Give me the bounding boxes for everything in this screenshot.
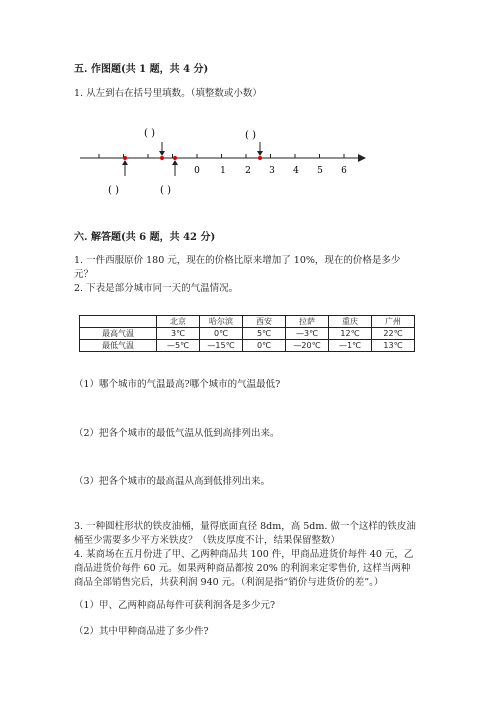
question-6-1-line2: 元？ [74, 269, 94, 280]
table-cell: —3℃ [286, 328, 329, 340]
section-6-heading: 六. 解答题(共 6 题，共 42 分) [74, 232, 216, 243]
point-b [160, 156, 164, 160]
tick-label-2: 2 [245, 166, 251, 176]
question-6-3-line1: 3. 一种圆柱形状的铁皮油桶，量得底面直径 8dm，高 5dm. 做一个这样的铁皮油 [74, 521, 416, 532]
row-label: 最低气温 [80, 340, 157, 352]
table-header-cell: 重庆 [329, 316, 372, 328]
paren-bottom-right: ( ) [160, 185, 171, 196]
question-6-4-sub1: （1）甲、乙两种商品每件可获利润各是多少元? [74, 600, 276, 611]
number-line-ticks [80, 154, 344, 158]
tick-label-5: 5 [317, 166, 323, 176]
number-line-arrow [358, 154, 366, 162]
number-line [80, 120, 370, 205]
section-5-heading: 五. 作图题(共 1 题，共 4 分) [74, 64, 209, 75]
table-cell: —20℃ [286, 340, 329, 352]
table-cell: —1℃ [329, 340, 372, 352]
question-5-1: 1. 从左到右在括号里填数。（填整数或小数） [74, 88, 262, 99]
point-c [173, 156, 177, 160]
table-cell: 0℃ [243, 340, 286, 352]
table-cell: —5℃ [157, 340, 200, 352]
point-a [123, 156, 127, 160]
question-6-2-sub3: （3）把各个城市的最高温从高到低排列出来。 [74, 476, 271, 487]
tick-label-0: 0 [194, 166, 200, 176]
tick-label-1: 1 [220, 166, 226, 176]
question-6-4-line3: 商品全部销售完后，共获利润 940 元。（利润是指“销价与进货价的差”。） [74, 577, 384, 588]
table-header-cell: 广州 [372, 316, 415, 328]
table-header-cell [80, 316, 157, 328]
question-6-4-line2: 商品进货价每件 60 元。如果两种商品都按 20% 的利润来定零售价, 这样当两种 [74, 563, 411, 574]
table-row [80, 328, 415, 340]
table-row [80, 340, 415, 352]
table-header-cell: 西安 [243, 316, 286, 328]
tick-label-4: 4 [293, 166, 299, 176]
temperature-table [79, 315, 415, 352]
paren-top-right: ( ) [245, 130, 256, 141]
table-cell: 5℃ [243, 328, 286, 340]
question-6-3-line2: 桶至少需要多少平方米铁皮？（铁皮厚度不计，结果保留整数） [74, 535, 341, 546]
table-header-cell: 哈尔滨 [200, 316, 243, 328]
table-cell: —15℃ [200, 340, 243, 352]
table-header-cell: 北京 [157, 316, 200, 328]
row-label: 最高气温 [80, 328, 157, 340]
table-header-row [80, 316, 415, 328]
table-header-cell: 拉萨 [286, 316, 329, 328]
tick-label-3: 3 [269, 166, 275, 176]
table-cell: 22℃ [372, 328, 415, 340]
question-6-1-line1: 1. 一件西服原价 180 元，现在的价格比原来增加了 10%，现在的价格是多少 [74, 255, 401, 266]
question-6-2: 2. 下表是部分城市同一天的气温情况。 [74, 283, 239, 294]
table-cell: 0℃ [200, 328, 243, 340]
question-6-4-line1: 4. 某商场在五月份进了甲、乙两种商品共 100 件，甲商品进货价每件 40 元，乙 [74, 549, 414, 560]
question-6-2-sub2: （2）把各个城市的最低气温从低到高排列出来。 [74, 428, 280, 439]
tick-label-6: 6 [341, 166, 347, 176]
paren-bottom-left: ( ) [108, 185, 119, 196]
table-cell: 13℃ [372, 340, 415, 352]
table-cell: 3℃ [157, 328, 200, 340]
point-d [258, 156, 262, 160]
question-6-2-sub1: （1）哪个城市的气温最高?哪个城市的气温最低? [74, 379, 281, 390]
paren-top-left: ( ) [144, 128, 155, 139]
table-cell: 12℃ [329, 328, 372, 340]
question-6-4-sub2: （2）其中甲种商品进了多少件? [74, 626, 209, 637]
